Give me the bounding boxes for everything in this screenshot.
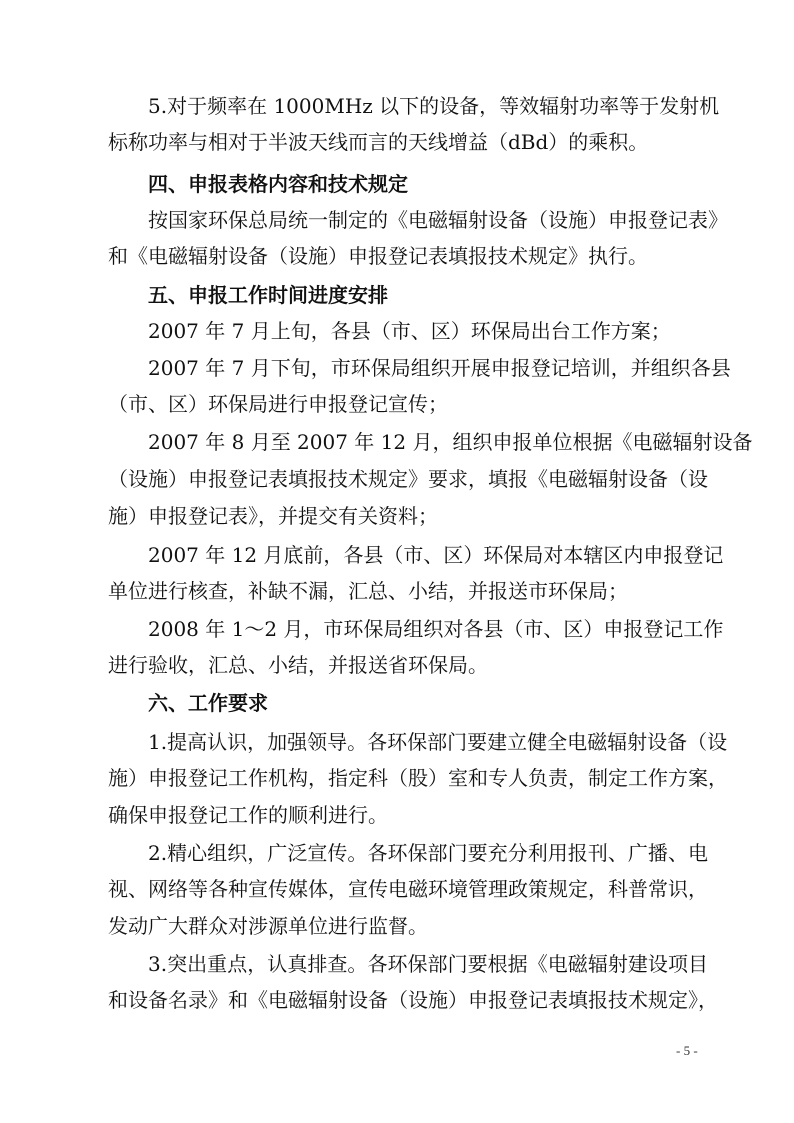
- paragraph-line: 2007 年 7 月下旬，市环保局组织开展申报登记培训，并组织各县: [148, 356, 731, 380]
- paragraph-line: 施）申报登记表》，并提交有关资料；: [108, 504, 438, 528]
- paragraph-line: 3.突出重点，认真排查。各环保部门要根据《电磁辐射建设项目: [148, 952, 708, 976]
- paragraph-line: 2.精心组织，广泛宣传。各环保部门要充分利用报刊、广播、电: [148, 841, 708, 865]
- paragraph-line: 进行验收，汇总、小结，并报送省环保局。: [108, 653, 488, 677]
- paragraph-line: 2007 年 7 月上旬，各县（市、区）环保局出台工作方案；: [148, 319, 671, 343]
- paragraph-line: 视、网络等各种宣传媒体，宣传电磁环境管理政策规定，科普常识，: [108, 877, 708, 901]
- paragraph-line: 标称功率与相对于半波天线而言的天线增益（dBd）的乘积。: [108, 130, 649, 154]
- paragraph-line: 施）申报登记工作机构，指定科（股）室和专人负责，制定工作方案，: [108, 766, 728, 790]
- paragraph-line: 5.对于频率在 1000MHz 以下的设备，等效辐射功率等于发射机: [148, 94, 720, 118]
- page-number: - 5 -: [676, 1043, 698, 1058]
- paragraph-line: 确保申报登记工作的顺利进行。: [108, 803, 388, 827]
- paragraph-line: 和《电磁辐射设备（设施）申报登记表填报技术规定》执行。: [108, 244, 648, 268]
- paragraph-line: 和设备名录》和《电磁辐射设备（设施）申报登记表填报技术规定》，: [108, 988, 718, 1012]
- paragraph-line: 按国家环保总局统一制定的《电磁辐射设备（设施）申报登记表》: [148, 208, 728, 232]
- section-heading: 六、工作要求: [148, 691, 268, 715]
- paragraph-line: 单位进行核查，补缺不漏，汇总、小结，并报送市环保局；: [108, 579, 628, 603]
- paragraph-line: 2007 年 12 月底前，各县（市、区）环保局对本辖区内申报登记: [148, 543, 724, 567]
- paragraph-line: 2008 年 1～2 月，市环保局组织对各县（市、区）申报登记工作: [148, 617, 724, 641]
- paragraph-line: 发动广大群众对涉源单位进行监督。: [108, 914, 428, 938]
- paragraph-line: 2007 年 8 月至 2007 年 12 月，组织申报单位根据《电磁辐射设备: [148, 430, 753, 454]
- paragraph-line: （设施）申报登记表填报技术规定》要求，填报《电磁辐射设备（设: [108, 467, 708, 491]
- paragraph-line: 1.提高认识，加强领导。各环保部门要建立健全电磁辐射设备（设: [148, 730, 728, 754]
- section-heading: 四、申报表格内容和技术规定: [148, 172, 408, 196]
- section-heading: 五、申报工作时间进度安排: [148, 283, 388, 307]
- paragraph-line: （市、区）环保局进行申报登记宣传；: [108, 392, 448, 416]
